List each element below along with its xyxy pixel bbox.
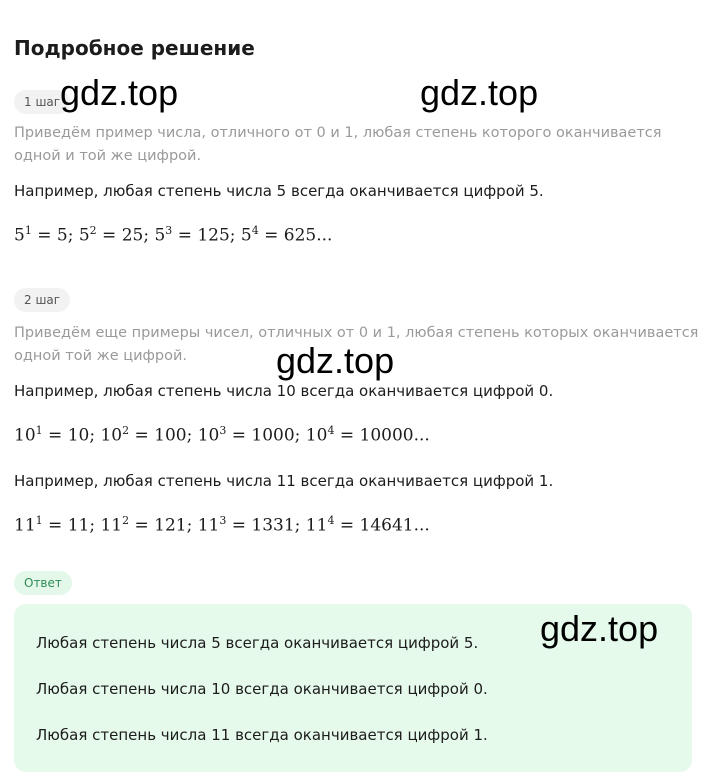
step-2-formula-1: $10^1 = 10$; $10^2 = 100$; $10^3 = 1000$; $10^4 = 10000$... <box>14 424 430 446</box>
answer-line-3: Любая степень числа 11 всегда оканчивается цифрой 1. <box>36 726 488 744</box>
step-2-hint-line-1: Приведём еще примеры чисел, отличных от 0 и 1, любая степень которых оканчивается <box>14 325 699 341</box>
watermark: gdz.top <box>276 340 395 381</box>
step-1-hint-line-1: Приведём пример числа, отличного от 0 и 1, любая степень которого оканчивается <box>14 125 662 141</box>
watermark: gdz.top <box>420 72 539 113</box>
step-2-hint-line-2: одной той же цифрой. <box>14 348 188 364</box>
step-1-hint-line-2: одной и той же цифрой. <box>14 148 202 164</box>
answer-badge: Ответ <box>14 571 72 595</box>
watermark: gdz.top <box>540 608 659 649</box>
answer-line-1: Любая степень числа 5 всегда оканчивается цифрой 5. <box>36 634 479 652</box>
page-title: Подробное решение <box>14 36 255 60</box>
step-2-example-1: Например, любая степень числа 10 всегда оканчивается цифрой 0. <box>14 382 554 400</box>
answer-line-2: Любая степень числа 10 всегда оканчивается цифрой 0. <box>36 680 488 698</box>
step-2-formula-2: $11^1 = 11$; $11^2 = 121$; $11^3 = 1331$; $11^4 = 14641$... <box>14 514 430 536</box>
step-2-badge: 2 шаг <box>14 288 70 312</box>
step-1-formula: $5^1 = 5$; $5^2 = 25$; $5^3 = 125$; $5^4 = 625$... <box>14 224 333 246</box>
step-1-hint <box>14 122 704 168</box>
step-1-example: Например, любая степень числа 5 всегда оканчивается цифрой 5. <box>14 182 544 200</box>
step-1-badge: 1 шаг <box>14 90 70 114</box>
step-2-example-2: Например, любая степень числа 11 всегда оканчивается цифрой 1. <box>14 472 554 490</box>
watermark: gdz.top <box>60 72 179 113</box>
